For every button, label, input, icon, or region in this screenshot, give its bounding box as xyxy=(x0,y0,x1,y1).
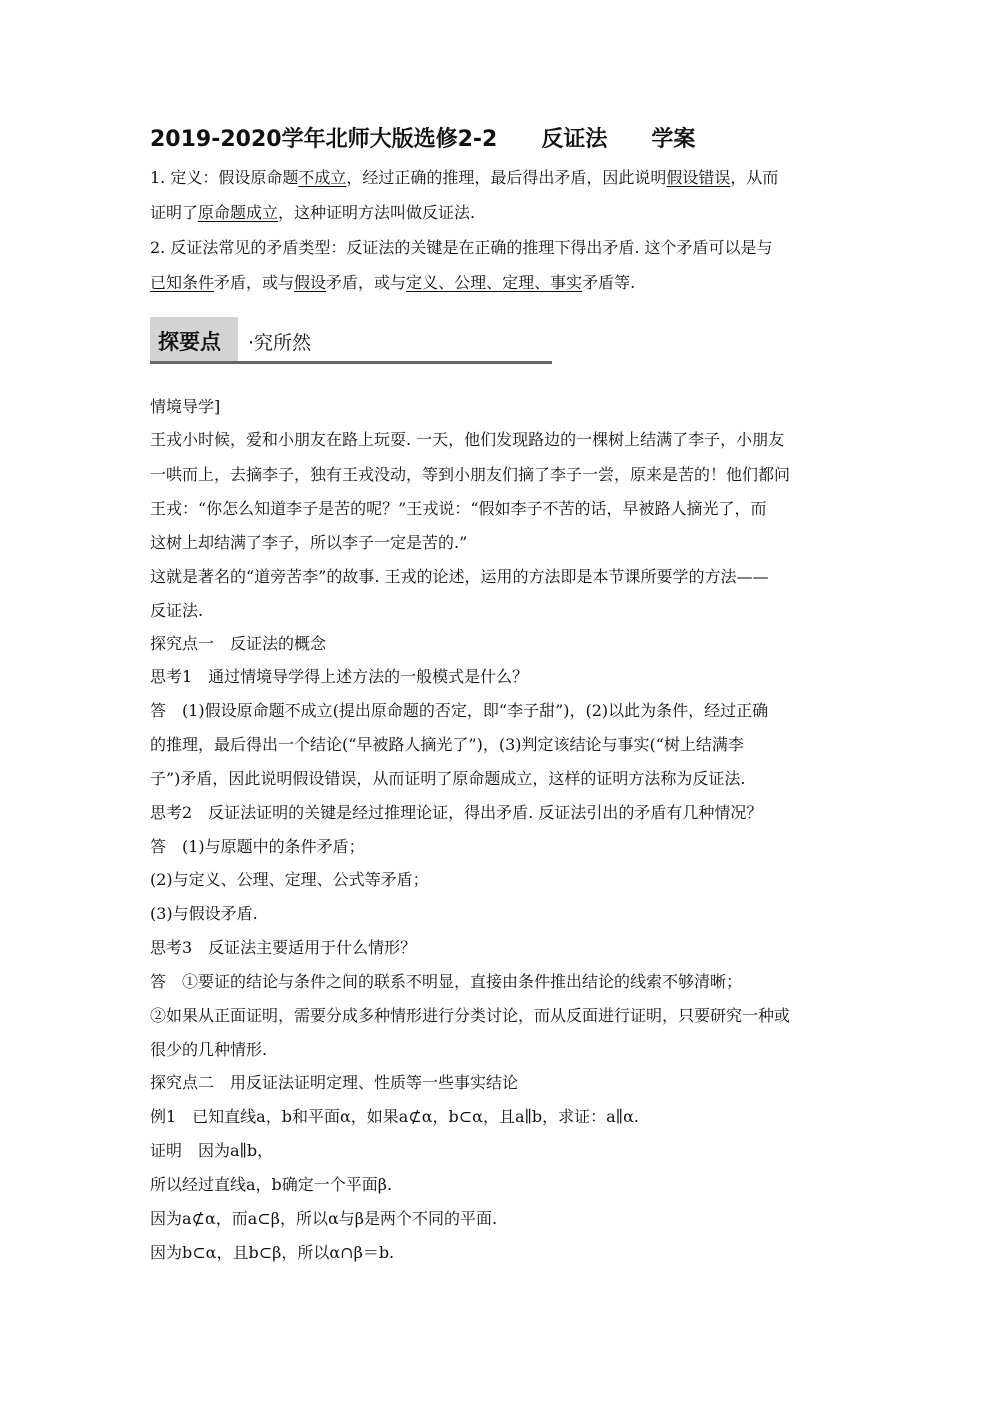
answer-line: 很少的几种情形. xyxy=(150,1040,268,1059)
answer-line: ②如果从正面证明，需要分成多种情形进行分类讨论，而从反面进行证明，只要研究一种或 xyxy=(150,1006,791,1025)
section-header-sub: ·究所然 xyxy=(248,332,312,354)
proof-line: 证明 因为a∥b， xyxy=(150,1141,274,1160)
underlined-term: 原命题成立 xyxy=(198,203,279,222)
text: ，这种证明方法叫做反证法. xyxy=(278,203,476,222)
text: 1. 定义：假设原命题 xyxy=(150,168,299,187)
body-line: 王戎小时候，爱和小朋友在路上玩耍. 一天，他们发现路边的一棵树上结满了李子，小朋友 xyxy=(150,430,785,449)
answer-line: 答 (1)假设原命题不成立(提出原命题的否定，即“李子甜”)，(2)以此为条件，经过正确 xyxy=(150,701,769,720)
section-header-main: 探要点 xyxy=(158,330,221,354)
body-line: 情境导学] xyxy=(150,397,221,416)
underlined-term: 假设 xyxy=(294,273,327,292)
text: ，从而 xyxy=(730,168,779,187)
proof-line: 因为a⊄α，而a⊂β，所以α与β是两个不同的平面. xyxy=(150,1209,498,1228)
text: 矛盾等. xyxy=(582,273,636,292)
section-header xyxy=(150,317,552,364)
definition-line-1 xyxy=(150,168,778,188)
contradiction-types-line-1: 2. 反证法常见的矛盾类型：反证法的关键是在正确的推理下得出矛盾. 这个矛盾可以是与 xyxy=(150,238,773,257)
definition-line-2 xyxy=(150,203,475,223)
text: 矛盾，或与 xyxy=(214,273,295,292)
document-title: 2019-2020学年北师大版选修2-2 反证法 学案 xyxy=(150,127,696,152)
underlined-term: 已知条件 xyxy=(150,273,215,292)
subsection-heading: 探究点二 用反证法证明定理、性质等一些事实结论 xyxy=(150,1073,519,1092)
body-line: 这树上却结满了李子，所以李子一定是苦的.” xyxy=(150,533,468,552)
question-line: 思考3 反证法主要适用于什么情形？ xyxy=(150,938,417,957)
underlined-term: 不成立 xyxy=(298,168,347,187)
body-line: 这就是著名的“道旁苦李”的故事. 王戎的论述，运用的方法即是本节课所要学的方法—— xyxy=(150,567,769,586)
text: 证明了 xyxy=(150,203,199,222)
contradiction-types-line-2 xyxy=(150,273,635,293)
text: 矛盾，或与 xyxy=(326,273,407,292)
example-line: 例1 已知直线a，b和平面α，如果a⊄α，b⊂α，且a∥b，求证：a∥α. xyxy=(150,1107,639,1126)
body-line: 王戎：“你怎么知道李子是苦的呢？”王戎说：“假如李子不苦的话，早被路人摘光了，而 xyxy=(150,499,767,518)
proof-line: 所以经过直线a，b确定一个平面β. xyxy=(150,1175,393,1194)
subsection-heading: 探究点一 反证法的概念 xyxy=(150,634,327,653)
answer-line: 的推理，最后得出一个结论(“早被路人摘光了”)，(3)判定该结论与事实(“树上结满李 xyxy=(150,735,744,754)
question-line: 思考1 通过情境导学得上述方法的一般模式是什么？ xyxy=(150,667,529,686)
text: ，经过正确的推理，最后得出矛盾，因此说明 xyxy=(346,168,667,187)
answer-line: (2)与定义、公理、定理、公式等矛盾； xyxy=(150,870,429,889)
underlined-term: 假设错误 xyxy=(666,168,731,187)
proof-line: 因为b⊂α，且b⊂β，所以α∩β＝b. xyxy=(150,1243,395,1262)
body-line: 一哄而上，去摘李子，独有王戎没动，等到小朋友们摘了李子一尝，原来是苦的！他们都问 xyxy=(150,465,791,484)
question-line: 思考2 反证法证明的关键是经过推理论证，得出矛盾. 反证法引出的矛盾有几种情况？ xyxy=(150,803,763,822)
underlined-term: 定义、公理、定理、事实 xyxy=(406,273,583,292)
answer-line: 答 ①要证的结论与条件之间的联系不明显，直接由条件推出结论的线索不够清晰； xyxy=(150,972,743,991)
answer-line: 答 (1)与原题中的条件矛盾； xyxy=(150,837,365,856)
body-line: 反证法. xyxy=(150,601,204,620)
answer-line: (3)与假设矛盾. xyxy=(150,904,258,923)
answer-line: 子”)矛盾，因此说明假设错误，从而证明了原命题成立，这样的证明方法称为反证法. xyxy=(150,769,746,788)
